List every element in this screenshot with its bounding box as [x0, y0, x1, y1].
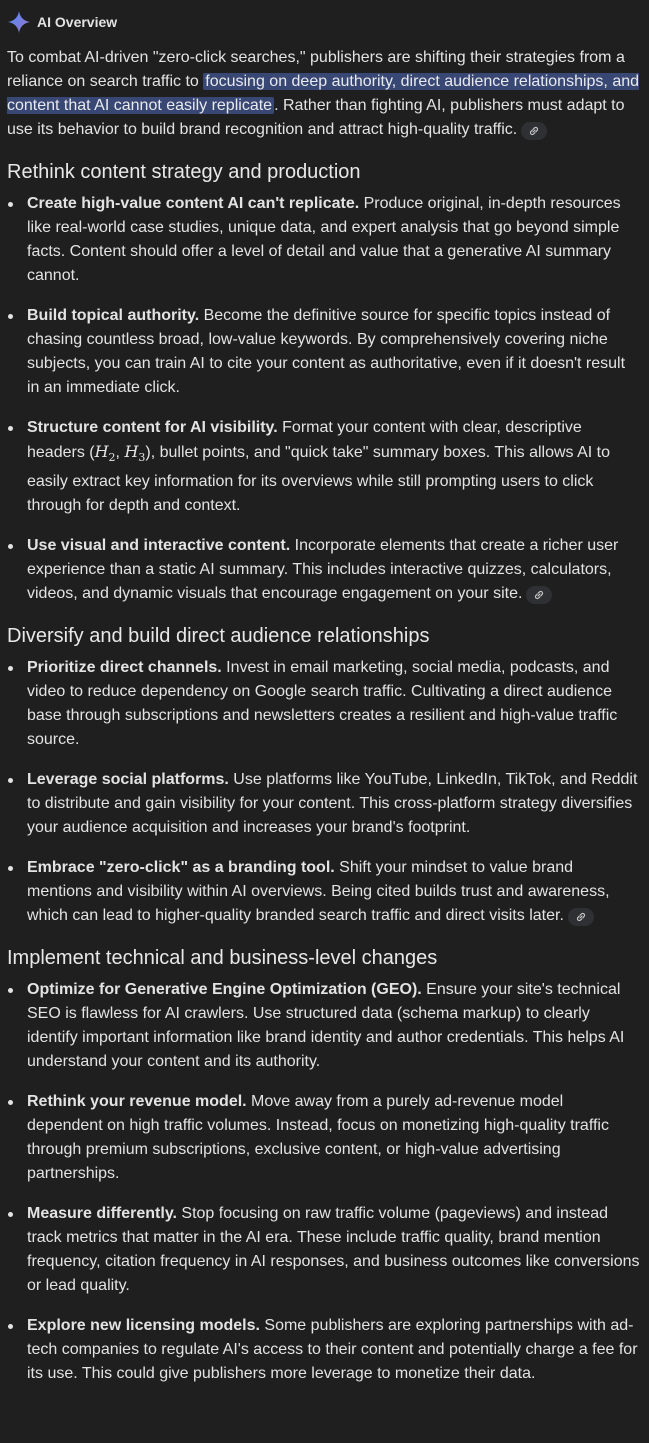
item-title: Measure differently. [27, 1205, 177, 1223]
item-text: Produce original, in-depth resources like real-world case studies, unique data, and expert analysis that go beyond simple facts. Content should offer a level of detail and value that a generative AI summary cannot. [27, 195, 621, 284]
list-item [7, 416, 641, 518]
section-heading-audience: Diversify and build direct audience relationships [7, 625, 430, 648]
list-item [7, 304, 641, 400]
section-heading-technical: Implement technical and business-level changes [7, 947, 438, 970]
sparkle-icon [7, 10, 31, 34]
bullet-icon [8, 426, 13, 431]
item-text: Some publishers are exploring partnerships with ad-tech companies to regulate AI's access to their content and potentially charge a fee for its use. This could give publishers more leverage to monetize their data. [27, 1317, 638, 1383]
bullet-icon [8, 1100, 13, 1105]
bullet-icon [8, 866, 13, 871]
intro-paragraph [7, 46, 641, 142]
item-title: Create high-value content AI can't replicate. [27, 195, 360, 212]
list-item [7, 1090, 641, 1186]
bullet-icon [8, 1324, 13, 1329]
item-text: Ensure your site's technical SEO is flawless for AI crawlers. Use structured data (schema markup) to clearly identify important information like brand identity and author credentials. This helps AI understand your content and its authority. [27, 981, 625, 1071]
source-link-button[interactable] [521, 122, 547, 140]
bullet-icon [8, 314, 13, 319]
list-item [7, 534, 641, 606]
item-title: Build topical authority. [27, 307, 200, 324]
section-list-technical [7, 978, 641, 1386]
item-text: Format your content with clear, descriptive headers ( [27, 419, 582, 461]
list-item [7, 1314, 641, 1386]
item-text: ), bullet points, and "quick take" summary boxes. This allows AI to easily extract key information for its overviews while still prompting users to click through for depth and context. [27, 444, 610, 515]
math-h3 [124, 442, 146, 465]
intro-highlight[interactable]: focusing on deep authority, direct audience relationships, and content that AI cannot easily replicate [7, 73, 640, 114]
item-title: Leverage social platforms. [27, 771, 229, 789]
math-symbol: H [94, 442, 109, 461]
bullet-icon [8, 988, 13, 993]
bullet-icon [8, 666, 13, 671]
math-subscript: 2 [108, 451, 116, 465]
item-text: Stop focusing on raw traffic volume (pageviews) and instead track metrics that matter in the AI era. These include traffic quality, brand mention frequency, citation frequency in AI responses, and business outcomes like conversions or lead quality. [27, 1205, 640, 1295]
item-text: Use platforms like YouTube, LinkedIn, TikTok, and Reddit to distribute and gain visibility for your content. This cross-platform strategy diversifies your audience acquisition and increases your brand's footprint. [27, 771, 638, 837]
item-text: Incorporate elements that create a richer user experience than a static AI summary. This includes interactive quizzes, calculators, videos, and dynamic visuals that encourage engagement on your site. [27, 537, 619, 603]
list-item [7, 1202, 641, 1298]
link-icon [575, 911, 587, 923]
ai-overview-header [7, 8, 641, 36]
item-text: Invest in email marketing, social media, podcasts, and video to reduce dependency on Google search traffic. Cultivating a direct audience base through subscriptions and newsletters creates a resilient and high-value traffic source. [27, 659, 618, 749]
link-icon [528, 125, 540, 137]
section-list-audience [7, 656, 641, 928]
item-title: Use visual and interactive content. [27, 537, 291, 555]
item-title: Rethink your revenue model. [27, 1093, 247, 1111]
link-icon [533, 589, 545, 601]
item-title: Structure content for AI visibility. [27, 419, 278, 436]
math-subscript: 3 [138, 451, 146, 465]
item-title: Optimize for Generative Engine Optimization (GEO). [27, 981, 422, 999]
intro-text-before: To combat AI-driven "zero-click searches," publishers are shifting their strategies from a reliance on search traffic to [7, 49, 625, 90]
bullet-icon [8, 202, 13, 207]
item-title: Embrace "zero-click" as a branding tool. [27, 859, 335, 877]
ai-overview-title: AI Overview [37, 14, 118, 30]
intro-text-after: . Rather than fighting AI, publishers must adapt to use its behavior to build brand recognition and attract high-quality traffic. [7, 97, 625, 138]
list-item [7, 192, 641, 288]
section-heading-content-strategy: Rethink content strategy and production [7, 161, 361, 183]
math-h2 [94, 442, 116, 465]
list-item [7, 768, 641, 840]
item-title: Prioritize direct channels. [27, 659, 222, 677]
list-item [7, 978, 641, 1074]
source-link-button[interactable] [526, 586, 552, 604]
list-item [7, 856, 641, 928]
section-list-content-strategy [7, 192, 641, 606]
list-item [7, 656, 641, 752]
bullet-icon [8, 778, 13, 783]
item-text: Move away from a purely ad-revenue model dependent on high traffic volumes. Instead, focus on monetizing high-quality traffic through premium subscriptions, exclusive content, or high-value advertising partnerships. [27, 1093, 609, 1183]
item-title: Explore new licensing models. [27, 1317, 260, 1335]
math-separator: , [115, 444, 125, 461]
item-text: Shift your mindset to value brand mentions and visibility within AI overviews. Being cited builds trust and awareness, which can lead to higher-quality branded search traffic and direct visits later. [27, 859, 610, 925]
item-text: Become the definitive source for specific topics instead of chasing countless broad, low-value keywords. By comprehensively covering niche subjects, you can train AI to cite your content as authoritative, even if it doesn't result in an immediate click. [27, 307, 626, 396]
source-link-button[interactable] [568, 908, 594, 926]
bullet-icon [8, 1212, 13, 1217]
math-symbol: H [124, 442, 139, 461]
bullet-icon [8, 544, 13, 549]
